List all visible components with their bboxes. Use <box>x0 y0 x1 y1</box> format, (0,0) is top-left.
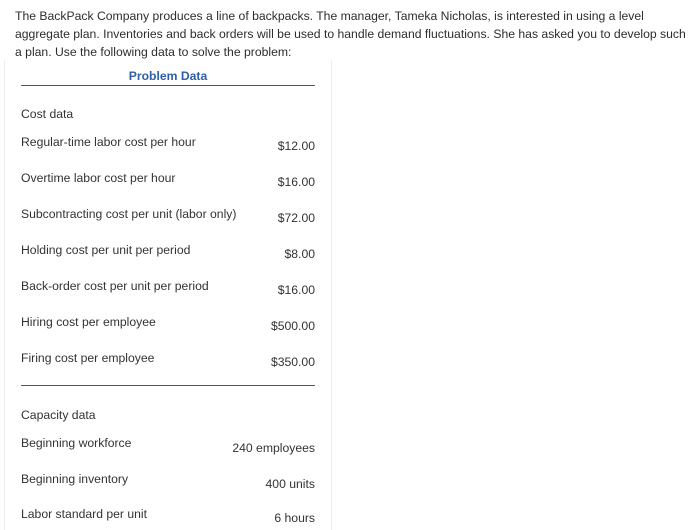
row-value-firing: $350.00 <box>270 355 315 369</box>
row-label-regular-time: Regular-time labor cost per hour <box>21 135 196 149</box>
row-label-hiring: Hiring cost per employee <box>21 315 156 329</box>
row-value-beginning-workforce: 240 employees <box>232 441 315 455</box>
row-value-holding: $8.00 <box>284 247 315 261</box>
section-divider <box>21 385 315 386</box>
row-label-firing: Firing cost per employee <box>21 351 155 365</box>
row-value-beginning-inventory: 400 units <box>265 477 315 491</box>
row-label-labor-standard: Labor standard per unit <box>21 507 148 521</box>
row-value-regular-time: $12.00 <box>277 139 315 153</box>
row-value-subcontracting: $72.00 <box>277 211 315 225</box>
title-divider <box>21 85 315 86</box>
row-label-overtime: Overtime labor cost per hour <box>21 171 176 185</box>
table-title: Problem Data <box>128 69 208 83</box>
row-label-back-order: Back-order cost per unit per period <box>21 279 209 293</box>
capacity-data-heading: Capacity data <box>21 408 96 422</box>
row-value-labor-standard: 6 hours <box>274 511 315 525</box>
cost-data-heading: Cost data <box>21 107 74 121</box>
problem-intro-text: The BackPack Company produces a line of backpacks. The manager, Tameka Nicholas, is interested in using a level aggregate plan. Inventories and back orders will be used to handle demand fluctuations. She has asked you to develop such a plan. Use the following data to solve the problem: <box>15 9 686 59</box>
row-label-beginning-inventory: Beginning inventory <box>21 472 129 486</box>
row-value-hiring: $500.00 <box>270 319 315 333</box>
row-label-holding: Holding cost per unit per period <box>21 243 191 257</box>
row-label-beginning-workforce: Beginning workforce <box>21 436 132 450</box>
row-label-subcontracting: Subcontracting cost per unit (labor only) <box>21 207 237 221</box>
row-value-overtime: $16.00 <box>277 175 315 189</box>
row-value-back-order: $16.00 <box>277 283 315 297</box>
